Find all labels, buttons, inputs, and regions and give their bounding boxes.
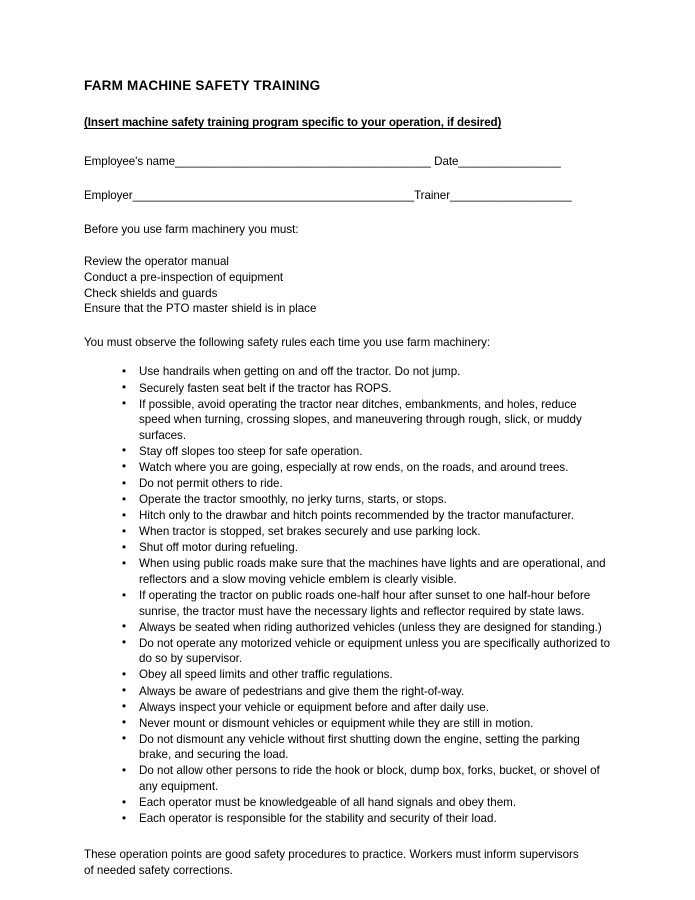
bullet-icon: • bbox=[122, 460, 127, 474]
list-item bbox=[122, 381, 611, 397]
list-item bbox=[122, 795, 611, 811]
bullet-icon: • bbox=[122, 508, 127, 522]
list-item: Conduct a pre-inspection of equipment bbox=[84, 270, 284, 284]
list-item bbox=[122, 588, 611, 619]
bullet-icon: • bbox=[122, 795, 127, 809]
bullet-icon: • bbox=[122, 620, 127, 634]
list-item-text: Operate the tractor smoothly, no jerky turns, starts, or stops. bbox=[139, 493, 447, 507]
list-item bbox=[122, 460, 611, 476]
list-item: Ensure that the PTO master shield is in place bbox=[84, 302, 317, 316]
bullet-icon: • bbox=[122, 588, 127, 602]
bullet-icon: • bbox=[122, 811, 127, 825]
list-item bbox=[122, 636, 611, 667]
bullet-icon: • bbox=[122, 397, 127, 411]
list-item: Check shields and guards bbox=[84, 286, 218, 300]
list-item-text: Stay off slopes too steep for safe operation. bbox=[139, 444, 363, 458]
bullet-icon: • bbox=[122, 444, 127, 458]
safety-rules-list bbox=[84, 364, 611, 826]
list-item bbox=[122, 524, 611, 540]
employer-trainer-field-row[interactable]: Employer____________________________________________Trainer___________________ bbox=[84, 188, 572, 202]
list-item-text: Each operator must be knowledgeable of all hand signals and obey them. bbox=[139, 796, 517, 810]
bullet-icon: • bbox=[122, 556, 127, 570]
spacer bbox=[84, 827, 611, 847]
employee-name-date-field-row[interactable]: Employee's name________________________________________ Date________________ bbox=[84, 154, 561, 168]
bullet-icon: • bbox=[122, 476, 127, 490]
list-item-text: Always inspect your vehicle or equipment before and after daily use. bbox=[139, 700, 489, 714]
list-item bbox=[122, 811, 611, 827]
spacer bbox=[84, 350, 611, 364]
bullet-icon: • bbox=[122, 700, 127, 714]
list-item-text: Always be seated when riding authorized vehicles (unless they are designed for standing.) bbox=[139, 620, 602, 634]
bullet-icon: • bbox=[122, 540, 127, 554]
document-subtitle: (Insert machine safety training program specific to your operation, if desired) bbox=[84, 116, 502, 130]
before-use-heading: Before you use farm machinery you must: bbox=[84, 222, 299, 236]
spacer bbox=[84, 237, 611, 254]
list-item-text: Never mount or dismount vehicles or equipment while they are still in motion. bbox=[139, 716, 534, 730]
list-item bbox=[122, 540, 611, 556]
list-item bbox=[122, 508, 611, 524]
list-item bbox=[122, 732, 611, 763]
list-item-text: Watch where you are going, especially at row ends, on the roads, and around trees. bbox=[139, 460, 569, 474]
closing-paragraph: These operation points are good safety procedures to practice. Workers must inform supervisors of needed safety corrections. bbox=[84, 848, 579, 877]
list-item bbox=[122, 556, 611, 587]
list-item-text: If possible, avoid operating the tractor near ditches, embankments, and holes, reduce speed when turning, crossing slopes, and maneuvering through rough, slick, or muddy surfaces. bbox=[139, 397, 582, 442]
bullet-icon: • bbox=[122, 667, 127, 681]
bullet-icon: • bbox=[122, 636, 127, 650]
bullet-icon: • bbox=[122, 732, 127, 746]
list-item-text: If operating the tractor on public roads one-half hour after sunset to one half-hour before sunrise, the tractor must have the necessary lights and reflector required by state laws. bbox=[139, 589, 591, 618]
list-item bbox=[122, 667, 611, 683]
bullet-icon: • bbox=[122, 684, 127, 698]
list-item-text: Each operator is responsible for the stability and security of their load. bbox=[139, 812, 497, 826]
list-item bbox=[122, 444, 611, 460]
list-item-text: When tractor is stopped, set brakes securely and use parking lock. bbox=[139, 525, 481, 539]
list-item bbox=[122, 716, 611, 732]
bullet-icon: • bbox=[122, 763, 127, 777]
list-item-text: Do not operate any motorized vehicle or equipment unless you are specifically authorized to do so by supervisor. bbox=[139, 636, 611, 666]
bullet-icon: • bbox=[122, 492, 127, 506]
list-item bbox=[122, 763, 611, 794]
bullet-icon: • bbox=[122, 524, 127, 538]
list-item-text: Do not permit others to ride. bbox=[139, 477, 283, 490]
list-item bbox=[122, 700, 611, 716]
list-item-text: Hitch only to the drawbar and hitch points recommended by the tractor manufacturer. bbox=[139, 509, 574, 523]
list-item-text: Obey all speed limits and other traffic regulations. bbox=[139, 668, 393, 682]
list-item-text: Always be aware of pedestrians and give them the right-of-way. bbox=[139, 684, 465, 698]
bullet-icon: • bbox=[122, 381, 127, 395]
list-item bbox=[122, 397, 611, 444]
before-use-list bbox=[84, 254, 611, 317]
bullet-icon: • bbox=[122, 364, 127, 378]
list-item-text: Shut off motor during refueling. bbox=[139, 541, 298, 555]
rules-heading: You must observe the following safety rules each time you use farm machinery: bbox=[84, 336, 491, 350]
list-item-text: Use handrails when getting on and off the tractor. Do not jump. bbox=[139, 365, 461, 379]
list-item-text: Do not allow other persons to ride the hook or block, dump box, forks, bucket, or shovel of any equipment. bbox=[139, 764, 600, 793]
list-item-text: Securely fasten seat belt if the tractor has ROPS. bbox=[139, 381, 392, 395]
list-item-text: Do not dismount any vehicle without first shutting down the engine, setting the parking brake, and securing the load. bbox=[139, 732, 580, 762]
list-item bbox=[122, 492, 611, 508]
list-item-text: When using public roads make sure that the machines have lights and are operational, and reflectors and a slow moving vehicle emblem is clearly visible. bbox=[139, 557, 606, 586]
list-item bbox=[122, 620, 611, 636]
bullet-icon: • bbox=[122, 716, 127, 730]
list-item bbox=[122, 364, 611, 380]
list-item: Review the operator manual bbox=[84, 255, 230, 269]
spacer bbox=[84, 317, 611, 335]
list-item bbox=[122, 476, 611, 492]
page-title: FARM MACHINE SAFETY TRAINING bbox=[84, 78, 321, 93]
list-item bbox=[122, 684, 611, 700]
